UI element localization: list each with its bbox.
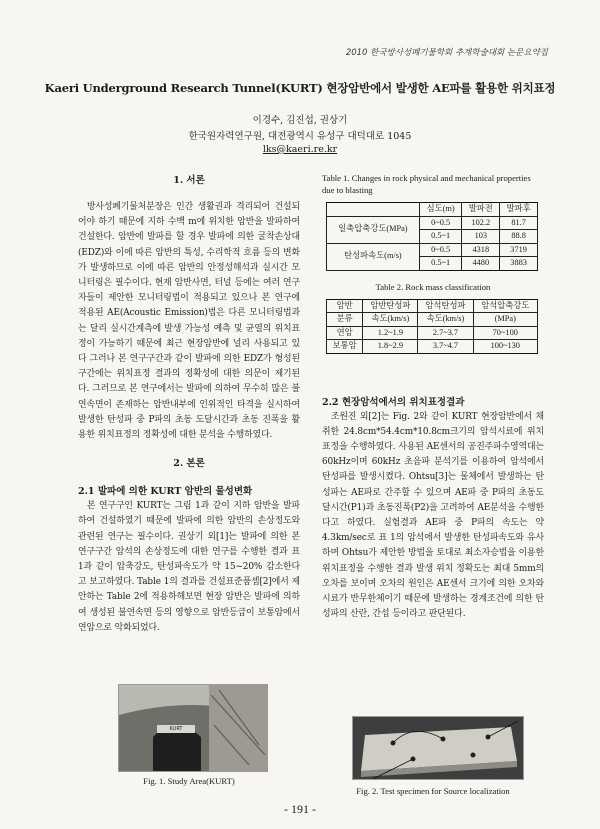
table-row xyxy=(327,243,538,257)
table-cell: 0~0.5 xyxy=(419,243,462,257)
table-cell: 4318 xyxy=(462,243,500,257)
table-cell: 0.5~1 xyxy=(419,257,462,271)
table-cell: 103 xyxy=(462,230,500,244)
intro-paragraph: 방사성폐기물처분장은 인간 생활권과 격리되어 건설되어야 하기 때문에 지하 수백 m에 위치한 암반을 발파하여 건설한다. 암반에 발파를 할 경우 발파에 의한 굴착손상대(EDZ)와 이에 따른 암반의 특성, 수리학적 흐름 등의 변화가 발생하므로 이에 따른 암반의 안정성해석과 실시간 모니터링은 필수이다. 현재 암반사면, 터널 등에는 여러 연구자들이 제안한 모니터링법이 적용되고 있으나 본 연구에 적용된 AE(Acoustic Emission)법은 다른 모니터링법과는 달리 실시간계측에 발생 가능성 예측 및 균열의 위치표정이 가능하기 때문에 최근 현장암반에 널리 사용되고 있다 그러나 본 연구구간과 같이 발파에 의한 EDZ가 형성된 구간에는 위치표정 결과의 정확성에 대한 의문이 제기된다. 그러므로 본 연구에서는 발파에 의하여 무수히 많은 불연속면이 존재하는 암반내부에 인위적인 타격을 실시하여 발생한 탄성파 중 P파의 초동 도달시간과 초동 진폭을 활용한 위치표정의 정확성에 대한 분석을 수행하였다. xyxy=(78,202,300,441)
paper-title: Kaeri Underground Research Tunnel(KURT) 현장암반에서 발생한 AE파를 활용한 위치표정 xyxy=(44,81,556,95)
table-row xyxy=(327,326,538,340)
table-2-header: (MPa) xyxy=(473,313,537,327)
table-1-group: 일축압축강도(MPa) xyxy=(327,216,420,243)
table-1-header: 심도(m) xyxy=(419,203,462,217)
right-column xyxy=(322,172,544,622)
figure-1-caption: Fig. 1. Study Area(KURT) xyxy=(143,776,235,786)
table-2-header: 분류 xyxy=(327,313,363,327)
table-2-header: 암반 xyxy=(327,299,363,313)
figure-2-photo xyxy=(352,716,524,780)
table-cell: 4480 xyxy=(462,257,500,271)
subsection-2-heading: 2.2 현장암석에서의 위치표정결과 xyxy=(322,396,465,408)
subsection-1-paragraph: 본 연구구인 KURT는 그림 1과 같이 지하 암반을 발파하여 건설하였기 때문에 발파에 의한 암반의 손상정도와 관련된 연구는 필수이다. 권상기 외[1]는 발파에 의한 본 연구구간 암석의 손상정도에 대한 연구를 수행한 결과 표 1과 같이 압축강도, 탄성파속도가 약 15~20% 감소한다고 보고하였다. Table 1의 결과를 건설표준품셈[2]에서 제안하는 Table 2에 적용하해보면 현장 암반은 발파에 의하여 생성된 불연속면 등의 영향으로 암반등급이 보통암에서 연암으로 악화되었다. xyxy=(78,501,300,633)
table-cell: 연암 xyxy=(327,326,363,340)
left-column xyxy=(78,172,300,636)
table-cell: 102.2 xyxy=(462,216,500,230)
figure-1-photo xyxy=(118,684,268,772)
table-2-header: 암석탄성파 xyxy=(418,299,473,313)
table-1-caption: Table 1. Changes in rock physical and mechanical properties due to blasting xyxy=(322,173,531,195)
table-cell: 2.7~3.7 xyxy=(418,326,473,340)
table-cell: 70~100 xyxy=(473,326,537,340)
conference-header: 2010 한국방사성폐기물학회 추계학술대회 논문요약집 xyxy=(345,48,548,58)
authors: 이경수, 김진섭, 권상기 xyxy=(252,115,348,126)
test-specimen-image xyxy=(353,717,523,779)
subsection-2-paragraph: 조원진 외[2]는 Fig. 2와 같이 KURT 현장암반에서 채취한 24.8cm*54.4cm*10.8cm크기의 암석시료에 위치표정을 수행하였다. 사용된 AE센서의 공진주파수영역대는 60kHz이며 60kHz 초음파 분석기를 이용하여 암석에서 탄성파를 발생시켰다. Ohtsu[3]는 물체에서 발생하는 탄성파는 AE파로 간주할 수 있으며 AE파 중 P파의 초동도달시간(P1)과 초동진폭(P2)을 고려하여 AE분석을 수행한다고 하였다. 실험결과 AE파 중 P파의 속도는 약 4.3km/sec로 표 1의 암석에서 발생한 탄성파속도와 유사하며 Ohtsu가 제안한 방법을 토대로 최소자승법을 이용한 위치표정을 수행한 결과 발생 위치 정확도는 최대 5mm의 오차를 보이며 오차의 원인은 AE센서 크기에 의한 오차와 시료가 반무한체이기 때문에 발생하는 경계조건에 의한 탄성파의 산란, 간섭 등이라고 판단된다. xyxy=(322,411,544,620)
table-cell: 보통암 xyxy=(327,340,363,354)
table-1-group: 탄성파속도(m/s) xyxy=(327,243,420,270)
table-cell: 0~0.5 xyxy=(419,216,462,230)
table-2-header: 암석압축강도 xyxy=(473,299,537,313)
affiliation: 한국원자력연구원, 대전광역시 유성구 대덕대로 1045 xyxy=(188,131,412,142)
table-cell: 1.8~2.9 xyxy=(363,340,418,354)
table-cell: 1.2~1.9 xyxy=(363,326,418,340)
tunnel-sign: KURT xyxy=(169,726,183,732)
email-link[interactable]: lks@kaeri.re.kr xyxy=(262,144,338,155)
table-row xyxy=(327,216,538,230)
table-2-header: 암반탄성파 xyxy=(363,299,418,313)
subsection-1-heading: 2.1 발파에 의한 KURT 암반의 물성변화 xyxy=(78,486,253,498)
table-1-header xyxy=(327,203,420,217)
table-2-header: 속도(km/s) xyxy=(363,313,418,327)
table-cell: 3719 xyxy=(500,243,538,257)
page-number: - 191 - xyxy=(284,802,316,816)
table-cell: 81.7 xyxy=(500,216,538,230)
table-cell: 3.7~4.7 xyxy=(418,340,473,354)
table-cell: 3883 xyxy=(500,257,538,271)
table-1-header: 발파전 xyxy=(462,203,500,217)
table-1-header: 발파후 xyxy=(500,203,538,217)
table-cell: 0.5~1 xyxy=(419,230,462,244)
table-cell: 100~130 xyxy=(473,340,537,354)
table-cell: 88.8 xyxy=(500,230,538,244)
figure-2-caption: Fig. 2. Test specimen for Source localization xyxy=(356,786,510,796)
table-row xyxy=(327,340,538,354)
table-1 xyxy=(326,202,538,271)
body-heading: 2. 본론 xyxy=(173,458,205,470)
table-2-caption: Table 2. Rock mass classification xyxy=(375,281,491,292)
table-2 xyxy=(326,299,538,354)
table-2-header: 속도(km/s) xyxy=(418,313,473,327)
intro-heading: 1. 서론 xyxy=(173,175,205,186)
